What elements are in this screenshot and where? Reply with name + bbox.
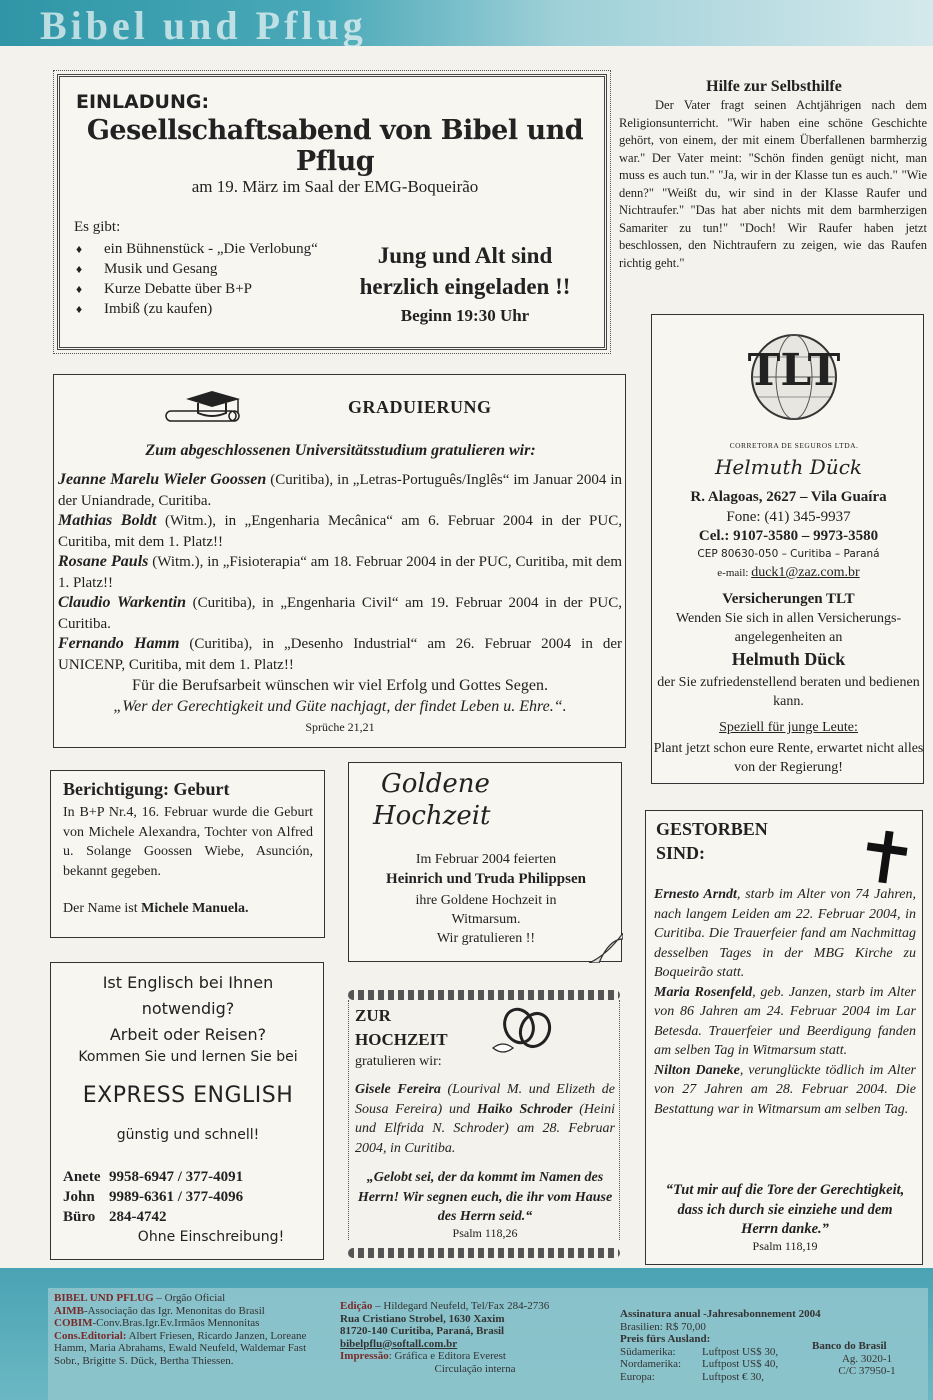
graduation-cap-icon xyxy=(164,387,248,427)
graduate-detail: (Witm.), in „Fisioterapia“ am 18. Februar 2004 in der PUC, Curitiba, mit dem 1. Platz!! xyxy=(58,554,623,591)
goldene-box xyxy=(348,762,622,962)
tlt-text3: Plant jetzt schon eure Rente, erwartet nicht alles von der Regierung! xyxy=(653,741,924,775)
list-item xyxy=(54,1292,324,1305)
footer-bank xyxy=(812,1340,922,1378)
tlt-email-link[interactable]: duck1@zaz.com.br xyxy=(751,565,860,580)
goldene-line2: ihre Goldene Hochzeit in Witmarsum. xyxy=(415,893,557,927)
footer-brasilien: Brasilien: R$ 70,00 xyxy=(620,1320,706,1333)
list-item xyxy=(58,634,622,675)
graduate-name: Mathias Boldt xyxy=(58,512,157,529)
selbsthilfe-title: Hilfe zur Selbsthilfe xyxy=(706,78,842,95)
footer-impressao: : Gráfica e Editora Everest xyxy=(388,1350,506,1362)
hochzeit-bride: Gisele Fereira xyxy=(355,1082,441,1097)
invitation-start: Beginn 19:30 Uhr xyxy=(400,306,530,325)
hochzeit-text xyxy=(355,1080,615,1158)
goldene-title-1: Goldene xyxy=(381,769,490,799)
contact-phone: 284-4742 xyxy=(109,1209,167,1225)
berichtigung-name-prefix: Der Name ist xyxy=(63,901,142,916)
list-item xyxy=(58,511,622,552)
list-item xyxy=(654,885,916,983)
footer-text: -Associação das Igr. Menonitas do Brasil xyxy=(83,1304,265,1317)
english-contacts xyxy=(63,1167,313,1227)
footer-bank-name: Banco do Brasil xyxy=(812,1340,887,1352)
graduierung-quote: „Wer der Gerechtigkeit und Güte nachjagt, der findet Leben u. Ehre.“. xyxy=(113,698,567,715)
footer-region: Südamerika: xyxy=(620,1345,676,1358)
contact-phone: 9958-6947 / 377-4091 xyxy=(109,1169,244,1185)
hochzeit-sub: gratulieren wir: xyxy=(355,1054,442,1069)
invitation-items xyxy=(76,239,346,319)
invitation-box xyxy=(57,74,607,350)
tlt-name: Helmuth Dück xyxy=(731,649,846,669)
footer-price: Luftpost US$ 30, xyxy=(702,1345,779,1358)
english-line2: notwendig? xyxy=(141,999,235,1018)
graduierung-box xyxy=(53,374,626,748)
selbsthilfe-text: Der Vater fragt seinen Achtjährigen nach dem Religionsunterricht. "Wir haben eine schöne Geschichte gehört, von einem, der mit einem Überfallenen barmherzig war." Der Vater meint: "Schön finden genügt nicht, man muss es auch tun." "Ja, wir in der Klasse tun es auch." "Wie denn?" "Weißt du, wir sind in der Klasse Raufer und Nichtraufer." "Das hat aber nichts mit dem barmherzigen Samariter zu tun!" "Doch! Wir Raufer haben jetzt beschlossen, den Nichtraufern zu zeigen, wie das Raufen richtig geht." xyxy=(619,98,927,270)
tlt-box xyxy=(651,314,924,784)
tlt-text1: Wenden Sie sich in allen Versicherungs-angelegenheiten an xyxy=(675,611,902,645)
invitation-es-gibt: Es gibt: xyxy=(74,219,121,235)
hochzeit-bride-parents: (Lourival M. und Elizeth de Sousa Fereira) und xyxy=(355,1082,615,1117)
tlt-email-label: e-mail: xyxy=(717,567,752,579)
contact-name: Büro xyxy=(63,1209,96,1225)
tlt-heading: Versicherungen TLT xyxy=(722,591,855,607)
english-line5: günstig und schnell! xyxy=(116,1127,260,1143)
footer-price: Luftpost US$ 40, xyxy=(702,1358,779,1370)
tlt-address: R. Alagoas, 2627 – Vila Guaíra xyxy=(690,489,887,505)
gestorben-title-1: GESTORBEN xyxy=(656,819,768,839)
footer-impressao-label: Impressão xyxy=(340,1350,389,1362)
hochzeit-groom: Haiko Schroder xyxy=(476,1101,573,1117)
footer-label: BIBEL UND PFLUG xyxy=(54,1292,154,1304)
berichtigung-name-line xyxy=(63,901,248,917)
english-line3: Arbeit oder Reisen? xyxy=(109,1025,267,1044)
tlt-email-line xyxy=(652,565,925,581)
footer-bank-cc: C/C 37950-1 xyxy=(838,1365,896,1377)
footer-col-edition xyxy=(340,1300,610,1375)
graduate-name: Jeanne Marelu Wieler Goossen xyxy=(58,471,267,488)
graduierung-list xyxy=(58,470,622,675)
list-item xyxy=(54,1317,324,1330)
footer-text: -Conv.Bras.Igr.Ev.Irmãos Mennonitas xyxy=(92,1317,260,1329)
graduate-detail: (Curitiba), in „Engenharia Civil“ am 19. Februar 2004 in der PUC, Curitiba. xyxy=(58,595,622,632)
footer-preis: Preis fürs Ausland: xyxy=(620,1333,711,1345)
ornament-bottom xyxy=(348,1248,620,1258)
footer-text: Albert Friesen, Ricardo Janzen, Loreane Hamm, Maria Abrahams, Ewald Neufeld, Waldemar Fast Sobr., Brigitte S. Dück, Bertha Thiessen. xyxy=(54,1329,307,1367)
footer-addr2: 81720-140 Curitiba, Paraná, Brasil xyxy=(340,1325,505,1337)
graduate-detail: (Curitiba), in „Letras-Português/Inglês“ im Januar 2004 in der Uniandrade, Curitiba. xyxy=(58,472,622,509)
footer-edicao-label: Edição xyxy=(340,1300,373,1312)
list-item: ♦ Kurze Debatte über B+P xyxy=(76,279,346,299)
ornament-top xyxy=(348,990,620,1000)
english-box xyxy=(50,962,324,1260)
graduierung-subtitle: Zum abgeschlossenen Universitätsstudium gratulieren wir: xyxy=(145,442,536,459)
gestorben-title-2: SIND: xyxy=(656,843,706,863)
berichtigung-title: Berichtigung: Geburt xyxy=(63,779,230,799)
cross-icon xyxy=(864,829,908,885)
gestorben-box xyxy=(645,810,923,1265)
english-brand: EXPRESS ENGLISH xyxy=(82,1083,294,1108)
berichtigung-text: In B+P Nr.4, 16. Februar wurde die Geburt von Michele Alexandra, Tochter von Alfred u. Solange Goossen Wiebe, Asunción, bekannt gegeben. xyxy=(63,805,313,879)
graduierung-ref: Sprüche 21,21 xyxy=(305,720,375,734)
wedding-rings-icon xyxy=(489,1004,563,1058)
deceased-name: Ernesto Arndt xyxy=(654,887,737,902)
goldene-line3: Wir gratulieren !! xyxy=(436,931,536,946)
tlt-signature: Helmuth Dück xyxy=(714,455,863,479)
list-item xyxy=(63,1167,313,1187)
list-item xyxy=(654,983,916,1061)
deceased-detail: , verunglückte tödlich im Alter von 27 Jahren am 28. Februar 2004. Die Bestattung war in Witmarsum am selben Tag. xyxy=(654,1062,916,1117)
page-curl-icon xyxy=(589,933,623,963)
tlt-cep: CEP 80630-050 – Curitiba – Paraná xyxy=(697,548,880,560)
invitation-date: am 19. März im Saal der EMG-Boqueirão xyxy=(191,177,479,196)
hochzeit-title-1: ZUR xyxy=(355,1006,391,1025)
berichtigung-box xyxy=(50,770,325,938)
list-item xyxy=(58,593,622,634)
footer-label: Cons.Editorial: xyxy=(54,1329,127,1342)
goldene-couple: Heinrich und Truda Philippsen xyxy=(386,871,586,887)
tlt-special: Speziell für junge Leute: xyxy=(719,720,858,735)
list-item: ♦ ein Bühnenstück - „Die Verlobung“ xyxy=(76,239,346,259)
graduate-name: Rosane Pauls xyxy=(58,553,149,570)
deceased-detail: , starb im Alter von 74 Jahren, nach langem Leiden am 22. Februar 2004, in Curitiba. Die Trauerfeier fand am Nachmittag desselben Tages in der MBG Kirche zu Boqueirão statt. xyxy=(654,887,916,980)
footer-circ: Circulação interna xyxy=(434,1362,516,1375)
list-item xyxy=(654,1061,916,1120)
footer-bank-ag: Ag. 3020-1 xyxy=(841,1352,893,1365)
goldene-title-2: Hochzeit xyxy=(373,801,491,831)
list-item xyxy=(54,1330,324,1368)
gestorben-ref: Psalm 118,19 xyxy=(752,1239,818,1253)
english-line4: Kommen Sie und lernen Sie bei xyxy=(78,1049,298,1065)
hochzeit-title-2: HOCHZEIT xyxy=(355,1030,448,1049)
gestorben-quote: “Tut mir auf die Tore der Gerechtigkeit, dass ich durch sie einziehe und dem Herrn danke.” xyxy=(665,1182,905,1237)
footer-edicao: – Hildegard Neufeld, Tel/Fax 284-2736 xyxy=(372,1300,550,1312)
footer-label: AIMB xyxy=(54,1304,84,1317)
list-item: ♦ Imbiß (zu kaufen) xyxy=(76,299,346,319)
contact-phone: 9989-6361 / 377-4096 xyxy=(109,1189,244,1205)
invitation-welcome-2: herzlich eingeladen !! xyxy=(359,274,571,299)
tlt-logo-ring: CORRETORA DE SEGUROS LTDA. xyxy=(729,441,859,450)
berichtigung-name: Michele Manuela. xyxy=(141,901,249,916)
hochzeit-ref: Psalm 118,26 xyxy=(452,1226,518,1240)
invitation-welcome-1: Jung und Alt sind xyxy=(377,243,553,268)
graduate-name: Fernando Hamm xyxy=(58,635,180,652)
graduate-detail: (Curitiba), in „Desenho Industrial“ am 26. Februar 2004 in der UNICENP, Curitiba, mit dem 1. Platz!! xyxy=(58,636,622,673)
footer-region: Nordamerika: xyxy=(620,1358,682,1370)
list-item: ♦ Musik und Gesang xyxy=(76,259,346,279)
list-item xyxy=(63,1207,313,1227)
masthead-title: Bibel und Pflug xyxy=(40,3,367,48)
footer-price: Luftpost € 30, xyxy=(702,1370,765,1383)
graduierung-title: GRADUIERUNG xyxy=(348,397,492,417)
footer-text: – Orgão Oficial xyxy=(153,1292,226,1304)
footer-col-publisher xyxy=(54,1292,324,1367)
deceased-detail: , geb. Janzen, starb im Alter von 86 Jahren am 24. Februar 2004 im Lar Betesda. Trauerfeier und Beerdigung fanden am selben Tag in Witmarsum statt. xyxy=(654,984,916,1058)
hochzeit-groom-parents: (Heini und Elfrida N. Schroder) am 28. Februar 2004, in Curitiba. xyxy=(355,1101,615,1156)
tlt-text2: der Sie zufriedenstellend beraten und bedienen kann. xyxy=(657,675,920,709)
list-item xyxy=(63,1187,313,1207)
contact-name: Anete xyxy=(63,1169,101,1185)
invitation-title: Gesellschaftsabend von Bibel und Pflug xyxy=(86,115,584,177)
footer-email-link[interactable]: bibelpflu@softall.com.br xyxy=(340,1337,458,1350)
tlt-logo-text: TLT xyxy=(747,345,841,396)
list-item xyxy=(58,552,622,593)
graduate-name: Claudio Warkentin xyxy=(58,594,187,611)
footer-label: COBIM xyxy=(54,1317,93,1329)
footer-region: Europa: xyxy=(620,1370,655,1383)
graduierung-wish: Für die Berufsarbeit wünschen wir viel Erfolg und Gottes Segen. xyxy=(132,677,548,694)
invitation-heading: EINLADUNG: xyxy=(76,91,210,113)
footer-abo-title: Assinatura anual -Jahresabonnement 2004 xyxy=(620,1308,821,1320)
english-line1: Ist Englisch bei Ihnen xyxy=(102,973,274,992)
list-item xyxy=(54,1305,324,1318)
contact-name: John xyxy=(63,1189,95,1205)
gestorben-list xyxy=(654,885,916,1119)
hochzeit-box xyxy=(348,1000,620,1240)
deceased-name: Maria Rosenfeld xyxy=(654,984,753,1000)
goldene-line1: Im Februar 2004 feierten xyxy=(415,852,557,867)
deceased-name: Nilton Daneke xyxy=(654,1062,740,1078)
tlt-cel: Cel.: 9107-3580 – 9973-3580 xyxy=(698,528,879,544)
footer-addr1: Rua Cristiano Strobel, 1630 Xaxim xyxy=(340,1312,505,1325)
tlt-fone: Fone: (41) 345-9937 xyxy=(726,509,851,525)
graduate-detail: (Witm.), in „Engenharia Mecânica“ am 6. Februar 2004 in der PUC, Curitiba, mit dem 1. Platz!! xyxy=(58,513,622,550)
hochzeit-quote: „Gelobt sei, der da kommt im Namen des Herrn! Wir segnen euch, die ihr vom Hause des Herrn seid.“ xyxy=(357,1170,613,1224)
english-note: Ohne Einschreibung! xyxy=(137,1229,285,1245)
list-item xyxy=(58,470,622,511)
